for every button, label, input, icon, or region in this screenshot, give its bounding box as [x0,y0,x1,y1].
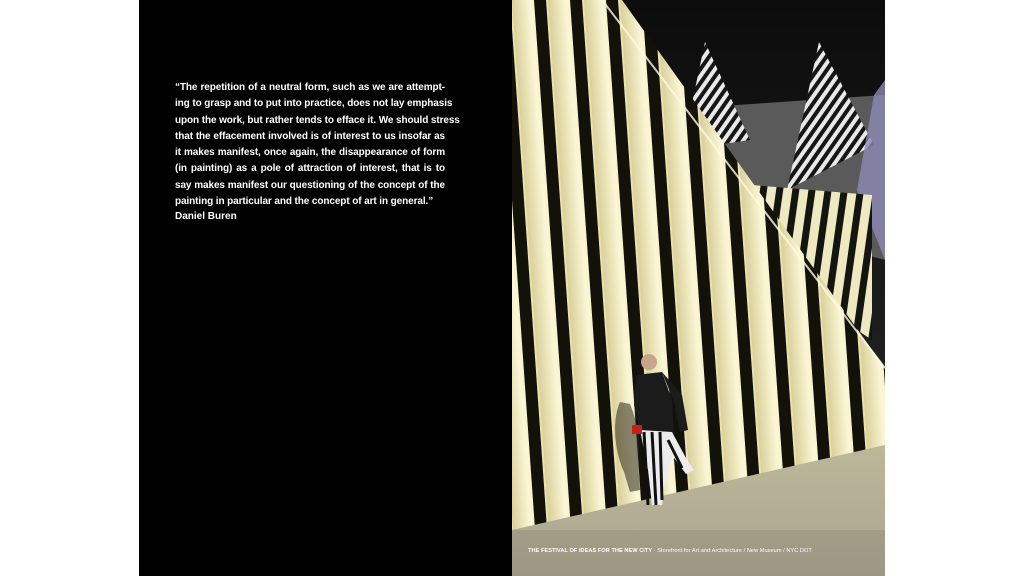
striped-installation-photo [512,0,885,576]
quote-author: Daniel Buren [175,211,237,222]
caption-title: THE FESTIVAL OF IDEAS FOR THE NEW CITY [528,548,653,554]
magazine-spread [139,0,885,576]
quote-line: it makes manifest, once again, the disappearance of form [175,147,445,159]
quote-line: ing to grasp and to put into practice, does not lay emphasis [175,98,453,110]
quote-line: “The repetition of a neutral form, such as we are attempt- [175,82,445,93]
quote-text [175,80,460,210]
quote-line: painting in particular and the concept of art in general.” [175,196,434,208]
quote-line: (in painting) as a pole of attraction of interest, that is to [175,163,445,175]
quote-line: say makes manifest our questioning of the concept of the [175,179,445,191]
quote-line: upon the work, but rather tends to efface it. We should stress [175,114,460,126]
quote-line: that the effacement involved is of interest to us insofar as [175,130,445,142]
photo-caption [528,548,812,554]
left-page [139,0,512,576]
right-page-photo [512,0,885,576]
caption-credits: · Storefront for Art and Architecture / New Museum / NYC DOT [652,548,812,554]
